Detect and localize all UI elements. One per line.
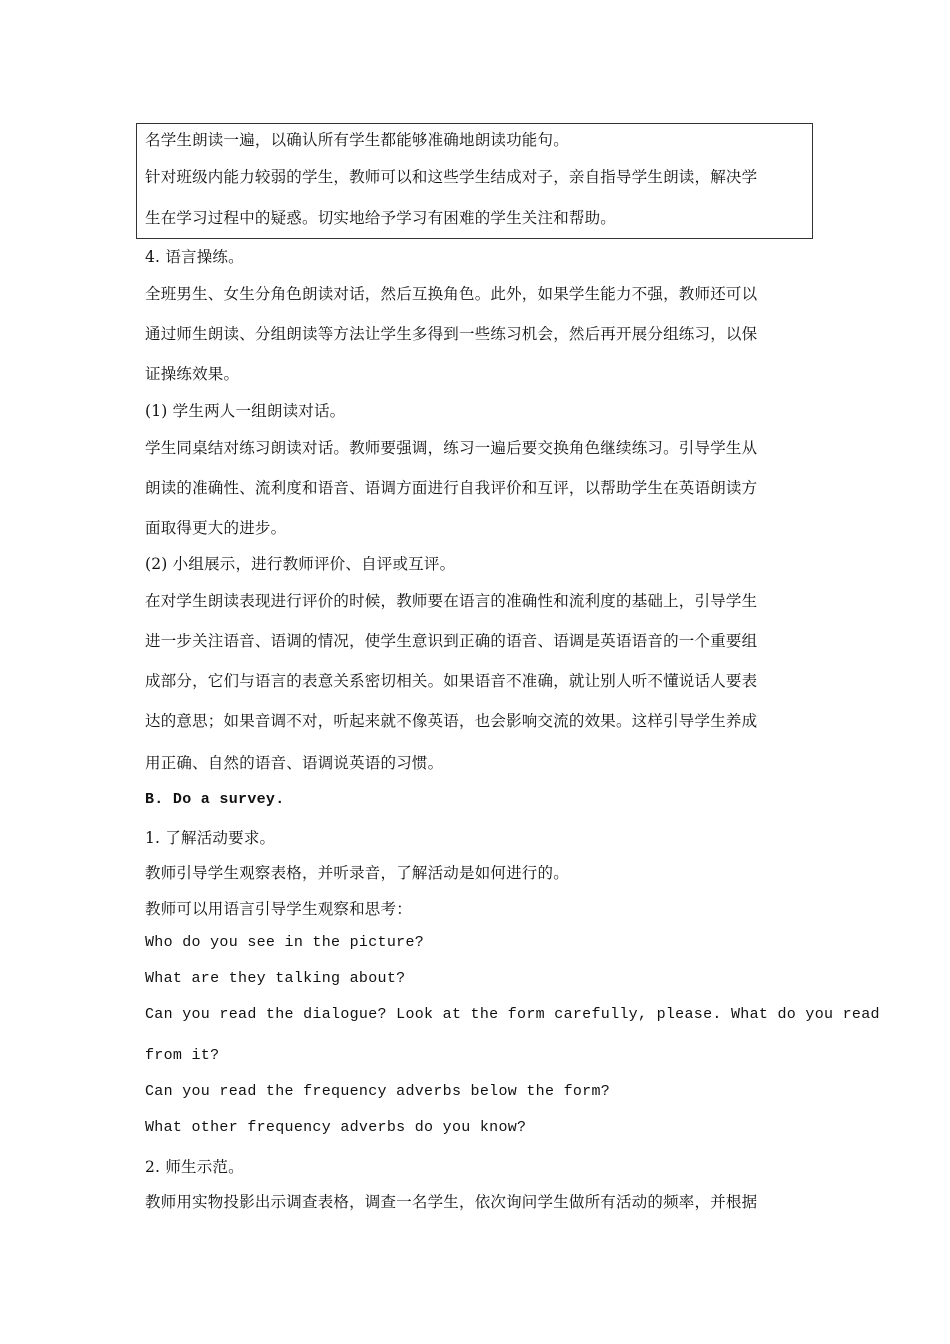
subsection-heading: (1) 学生两人一组朗读对话。 <box>145 402 346 420</box>
question-line: What other frequency adverbs do you know? <box>145 1119 527 1136</box>
paragraph-line: 通过师生朗读、分组朗读等方法让学生多得到一些练习机会，然后再开展分组练习，以保 <box>145 325 758 343</box>
subsection-heading: (2) 小组展示，进行教师评价、自评或互评。 <box>145 555 456 573</box>
box-line: 针对班级内能力较弱的学生，教师可以和这些学生结成对子，亲自指导学生朗读，解决学 <box>145 168 758 186</box>
paragraph-line: 用正确、自然的语音、语调说英语的习惯。 <box>145 754 444 772</box>
paragraph-line: 教师引导学生观察表格，并听录音，了解活动是如何进行的。 <box>145 864 569 882</box>
question-line: from it? <box>145 1047 220 1064</box>
box-line: 生在学习过程中的疑惑。切实地给予学习有困难的学生关注和帮助。 <box>145 209 617 227</box>
section-heading: 2. 师生示范。 <box>145 1158 244 1176</box>
paragraph-line: 全班男生、女生分角色朗读对话，然后互换角色。此外，如果学生能力不强，教师还可以 <box>145 285 758 303</box>
question-line: Who do you see in the picture? <box>145 934 425 951</box>
paragraph-line: 达的意思；如果音调不对，听起来就不像英语，也会影响交流的效果。这样引导学生养成 <box>145 712 758 730</box>
section-heading: 4. 语言操练。 <box>145 248 244 266</box>
section-b-heading: B. Do a survey. <box>145 791 285 808</box>
question-line: Can you read the frequency adverbs below the form? <box>145 1083 611 1100</box>
paragraph-line: 在对学生朗读表现进行评价的时候，教师要在语言的准确性和流利度的基础上，引导学生 <box>145 592 758 610</box>
box-line: 名学生朗读一遍，以确认所有学生都能够准确地朗读功能句。 <box>145 131 569 149</box>
paragraph-line: 面取得更大的进步。 <box>145 519 287 537</box>
paragraph-line: 朗读的准确性、流利度和语音、语调方面进行自我评价和互评，以帮助学生在英语朗读方 <box>145 479 758 497</box>
question-line: What are they talking about? <box>145 970 406 987</box>
paragraph-line: 成部分，它们与语言的表意关系密切相关。如果语音不准确，就让别人听不懂说话人要表 <box>145 672 758 690</box>
paragraph-line: 证操练效果。 <box>145 365 240 383</box>
paragraph-line: 教师用实物投影出示调查表格，调查一名学生，依次询问学生做所有活动的频率，并根据 <box>145 1193 758 1211</box>
paragraph-line: 教师可以用语言引导学生观察和思考： <box>145 900 412 918</box>
paragraph-line: 进一步关注语音、语调的情况，使学生意识到正确的语音、语调是英语语音的一个重要组 <box>145 632 758 650</box>
paragraph-line: 学生同桌结对练习朗读对话。教师要强调，练习一遍后要交换角色继续练习。引导学生从 <box>145 439 758 457</box>
section-heading: 1. 了解活动要求。 <box>145 829 276 847</box>
question-line: Can you read the dialogue? Look at the form carefully, please. What do you read <box>145 1006 880 1023</box>
